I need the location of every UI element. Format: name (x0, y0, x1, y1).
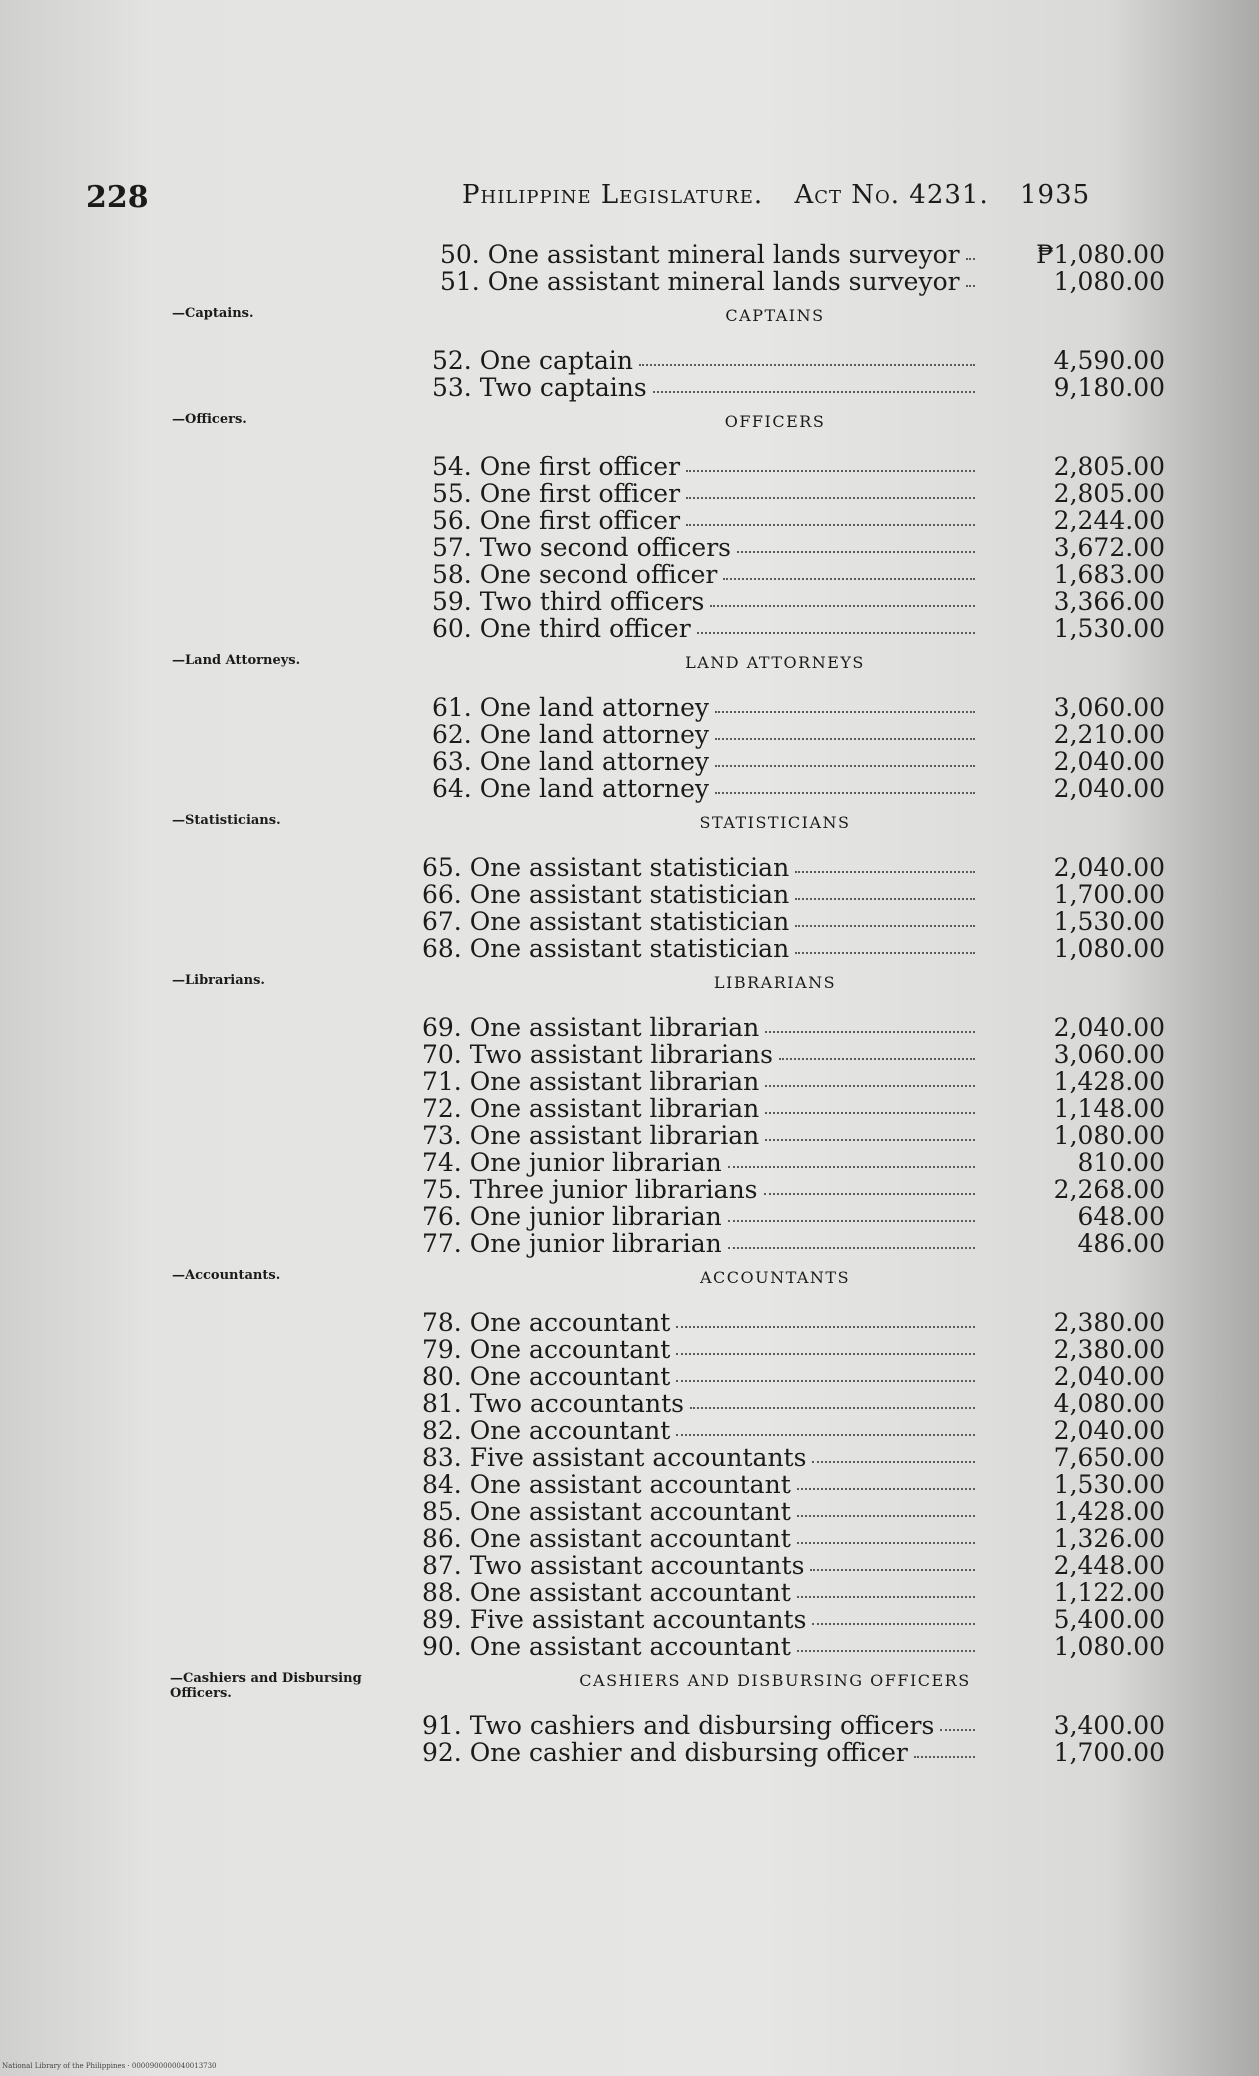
leader-dots (797, 1532, 975, 1544)
line-item (422, 880, 1170, 907)
line-item-amount: 2,040.00 (1053, 1362, 1165, 1391)
line-item-amount: 1,428.00 (1053, 1067, 1165, 1096)
line-item-label: 89. Five assistant accountants (422, 1605, 807, 1634)
running-head (462, 180, 1112, 210)
line-item (422, 1040, 1170, 1067)
leader-dots (797, 1586, 975, 1598)
section-heading: CAPTAINS (725, 306, 825, 325)
line-item-amount: 4,080.00 (1053, 1389, 1165, 1418)
line-item-label: 91. Two cashiers and disbursing officers (422, 1711, 935, 1740)
leader-dots (690, 1397, 975, 1409)
section-heading: CASHIERS AND DISBURSING OFFICERS (579, 1671, 971, 1690)
line-item (422, 1497, 1170, 1524)
line-item-amount: 1,428.00 (1053, 1497, 1165, 1526)
line-item-amount: ₱1,080.00 (1036, 240, 1165, 269)
leader-dots (715, 755, 975, 767)
leader-dots (779, 1048, 975, 1060)
line-item-amount: 2,040.00 (1053, 1013, 1165, 1042)
line-item (432, 506, 1170, 533)
leader-dots (966, 248, 975, 260)
line-item (422, 907, 1170, 934)
line-item-label: 92. One cashier and disbursing officer (422, 1738, 908, 1767)
leader-dots (795, 861, 975, 873)
line-item-amount: 1,080.00 (1053, 934, 1165, 963)
line-item-label: 60. One third officer (432, 614, 691, 643)
line-item-amount: 2,040.00 (1053, 747, 1165, 776)
line-item-label: 67. One assistant statistician (422, 907, 790, 936)
leader-dots (715, 782, 975, 794)
leader-dots (797, 1478, 975, 1490)
line-item (422, 1470, 1170, 1497)
leader-dots (765, 1129, 975, 1141)
line-item-label: 80. One accountant (422, 1362, 671, 1391)
leader-dots (795, 915, 975, 927)
line-item-amount: 5,400.00 (1053, 1605, 1165, 1634)
line-item-label: 71. One assistant librarian (422, 1067, 760, 1096)
line-item-amount: 1,700.00 (1053, 1738, 1165, 1767)
leader-dots (914, 1746, 975, 1758)
line-item (432, 747, 1170, 774)
margin-note: —Cashiers and Disbursing Officers. (170, 1671, 362, 1701)
margin-note: —Librarians. (172, 973, 265, 988)
leader-dots (728, 1237, 975, 1249)
line-item-label: 65. One assistant statistician (422, 853, 790, 882)
line-item (422, 1389, 1170, 1416)
line-item (432, 720, 1170, 747)
line-item (432, 373, 1170, 400)
line-item (422, 1013, 1170, 1040)
scan-footer-tag: National Library of the Philippines · 0000900000040013730 (2, 2062, 217, 2070)
line-item (422, 853, 1170, 880)
line-item-label: 86. One assistant accountant (422, 1524, 791, 1553)
section-heading: LAND ATTORNEYS (685, 653, 865, 672)
line-item-label: 59. Two third officers (432, 587, 705, 616)
line-item-label: 53. Two captains (432, 373, 647, 402)
line-item-amount: 2,244.00 (1053, 506, 1165, 535)
line-item-amount: 3,060.00 (1053, 693, 1165, 722)
line-item-amount: 9,180.00 (1053, 373, 1165, 402)
section-heading: LIBRARIANS (713, 973, 837, 992)
line-item (422, 1632, 1170, 1659)
page-number: 228 (86, 180, 149, 215)
line-item (432, 452, 1170, 479)
line-item-label: 68. One assistant statistician (422, 934, 790, 963)
line-item-label: 57. Two second officers (432, 533, 731, 562)
line-item-amount: 4,590.00 (1053, 346, 1165, 375)
line-item-amount: 2,210.00 (1053, 720, 1165, 749)
line-item (432, 614, 1170, 641)
line-item (422, 1578, 1170, 1605)
line-item-label: 74. One junior librarian (422, 1148, 722, 1177)
leader-dots (686, 487, 975, 499)
line-item (422, 1362, 1170, 1389)
section-heading: ACCOUNTANTS (699, 1268, 851, 1287)
line-item-label: 83. Five assistant accountants (422, 1443, 807, 1472)
leader-dots (812, 1613, 975, 1625)
line-item (422, 1335, 1170, 1362)
line-item (422, 1308, 1170, 1335)
line-item-label: 62. One land attorney (432, 720, 710, 749)
line-item-label: 66. One assistant statistician (422, 880, 790, 909)
leader-dots (797, 1505, 975, 1517)
leader-dots (810, 1559, 975, 1571)
line-item-amount: 1,530.00 (1053, 907, 1165, 936)
line-item-label: 76. One junior librarian (422, 1202, 722, 1231)
line-item-amount: 2,268.00 (1053, 1175, 1165, 1204)
line-item-amount: 2,040.00 (1053, 853, 1165, 882)
line-item-amount: 3,060.00 (1053, 1040, 1165, 1069)
leader-dots (710, 595, 975, 607)
line-item-label: 87. Two assistant accountants (422, 1551, 805, 1580)
margin-note: —Land Attorneys. (172, 653, 301, 668)
line-item-label: 75. Three junior librarians (422, 1175, 758, 1204)
line-item-amount: 486.00 (1077, 1229, 1165, 1258)
line-item-label: 64. One land attorney (432, 774, 710, 803)
line-item-label: 77. One junior librarian (422, 1229, 722, 1258)
line-item-amount: 2,380.00 (1053, 1308, 1165, 1337)
line-item-label: 61. One land attorney (432, 693, 710, 722)
line-item-label: 81. Two accountants (422, 1389, 684, 1418)
line-item-amount: 648.00 (1077, 1202, 1165, 1231)
line-item-amount: 1,148.00 (1053, 1094, 1165, 1123)
leader-dots (723, 568, 975, 580)
line-item (422, 1229, 1170, 1256)
leader-dots (966, 275, 975, 287)
leader-dots (676, 1370, 975, 1382)
line-item-amount: 1,080.00 (1053, 1121, 1165, 1150)
line-item (422, 1605, 1170, 1632)
leader-dots (676, 1424, 975, 1436)
leader-dots (676, 1343, 975, 1355)
line-item (422, 1551, 1170, 1578)
line-item (422, 1738, 1170, 1765)
act-number: Act No. 4231. (794, 180, 989, 210)
leader-dots (686, 460, 975, 472)
leader-dots (728, 1210, 975, 1222)
line-item-amount: 3,366.00 (1053, 587, 1165, 616)
leader-dots (765, 1021, 975, 1033)
line-item (422, 1175, 1170, 1202)
leader-dots (728, 1156, 975, 1168)
line-item-amount: 2,380.00 (1053, 1335, 1165, 1364)
line-item-label: 90. One assistant accountant (422, 1632, 791, 1661)
leader-dots (795, 942, 975, 954)
margin-note: —Statisticians. (172, 813, 281, 828)
line-item-label: 78. One accountant (422, 1308, 671, 1337)
line-item-amount: 2,448.00 (1053, 1551, 1165, 1580)
line-item (432, 533, 1170, 560)
line-item (422, 1711, 1170, 1738)
leader-dots (639, 354, 975, 366)
line-item-label: 55. One first officer (432, 479, 681, 508)
line-item (440, 240, 1170, 267)
line-item-label: 72. One assistant librarian (422, 1094, 760, 1123)
line-item (432, 587, 1170, 614)
line-item-amount: 7,650.00 (1053, 1443, 1165, 1472)
line-item (422, 1524, 1170, 1551)
line-item-label: 69. One assistant librarian (422, 1013, 760, 1042)
year: 1935 (1020, 180, 1091, 210)
leader-dots (940, 1719, 975, 1731)
leader-dots (697, 622, 975, 634)
leader-dots (765, 1075, 975, 1087)
line-item (422, 1148, 1170, 1175)
line-item (432, 560, 1170, 587)
leader-dots (765, 1102, 975, 1114)
line-item (422, 1067, 1170, 1094)
line-item-label: 52. One captain (432, 346, 634, 375)
line-item (422, 1094, 1170, 1121)
line-item-amount: 1,080.00 (1053, 267, 1165, 296)
leader-dots (653, 381, 975, 393)
line-item-amount: 2,805.00 (1053, 479, 1165, 508)
line-item-label: 79. One accountant (422, 1335, 671, 1364)
line-item-label: 63. One land attorney (432, 747, 710, 776)
line-item (432, 479, 1170, 506)
line-item (422, 1416, 1170, 1443)
line-item-amount: 1,122.00 (1053, 1578, 1165, 1607)
leader-dots (676, 1316, 975, 1328)
leader-dots (737, 541, 975, 553)
leader-dots (715, 701, 975, 713)
line-item-amount: 3,672.00 (1053, 533, 1165, 562)
line-item-amount: 1,530.00 (1053, 614, 1165, 643)
line-item (422, 1443, 1170, 1470)
legislature-title: Philippine Legislature. (462, 180, 764, 210)
line-item (422, 1202, 1170, 1229)
margin-note: —Officers. (172, 412, 247, 427)
line-item-amount: 2,805.00 (1053, 452, 1165, 481)
line-item-label: 70. Two assistant librarians (422, 1040, 773, 1069)
section-heading: OFFICERS (724, 412, 826, 431)
line-item (432, 346, 1170, 373)
line-item-label: 82. One accountant (422, 1416, 671, 1445)
line-item-label: 54. One first officer (432, 452, 681, 481)
line-item (440, 267, 1170, 294)
section-heading: STATISTICIANS (699, 813, 851, 832)
line-item (422, 934, 1170, 961)
leader-dots (715, 728, 975, 740)
line-item-amount: 3,400.00 (1053, 1711, 1165, 1740)
line-item-label: 58. One second officer (432, 560, 718, 589)
leader-dots (686, 514, 975, 526)
line-item-label: 88. One assistant accountant (422, 1578, 791, 1607)
leader-dots (795, 888, 975, 900)
line-item (432, 774, 1170, 801)
leader-dots (797, 1640, 975, 1652)
line-item-amount: 2,040.00 (1053, 1416, 1165, 1445)
line-item-amount: 2,040.00 (1053, 774, 1165, 803)
leader-dots (764, 1183, 976, 1195)
line-item (422, 1121, 1170, 1148)
line-item-label: 50. One assistant mineral lands surveyor (440, 240, 960, 269)
line-item-amount: 810.00 (1077, 1148, 1165, 1177)
line-item-label: 56. One first officer (432, 506, 681, 535)
line-item-label: 85. One assistant accountant (422, 1497, 791, 1526)
line-item-amount: 1,700.00 (1053, 880, 1165, 909)
line-item-label: 51. One assistant mineral lands surveyor (440, 267, 960, 296)
line-item-label: 84. One assistant accountant (422, 1470, 791, 1499)
leader-dots (812, 1451, 975, 1463)
line-item-amount: 1,530.00 (1053, 1470, 1165, 1499)
margin-note: —Captains. (172, 306, 254, 321)
margin-note: —Accountants. (172, 1268, 281, 1283)
line-item-amount: 1,326.00 (1053, 1524, 1165, 1553)
line-item-amount: 1,683.00 (1053, 560, 1165, 589)
line-item-amount: 1,080.00 (1053, 1632, 1165, 1661)
line-item (432, 693, 1170, 720)
line-item-label: 73. One assistant librarian (422, 1121, 760, 1150)
